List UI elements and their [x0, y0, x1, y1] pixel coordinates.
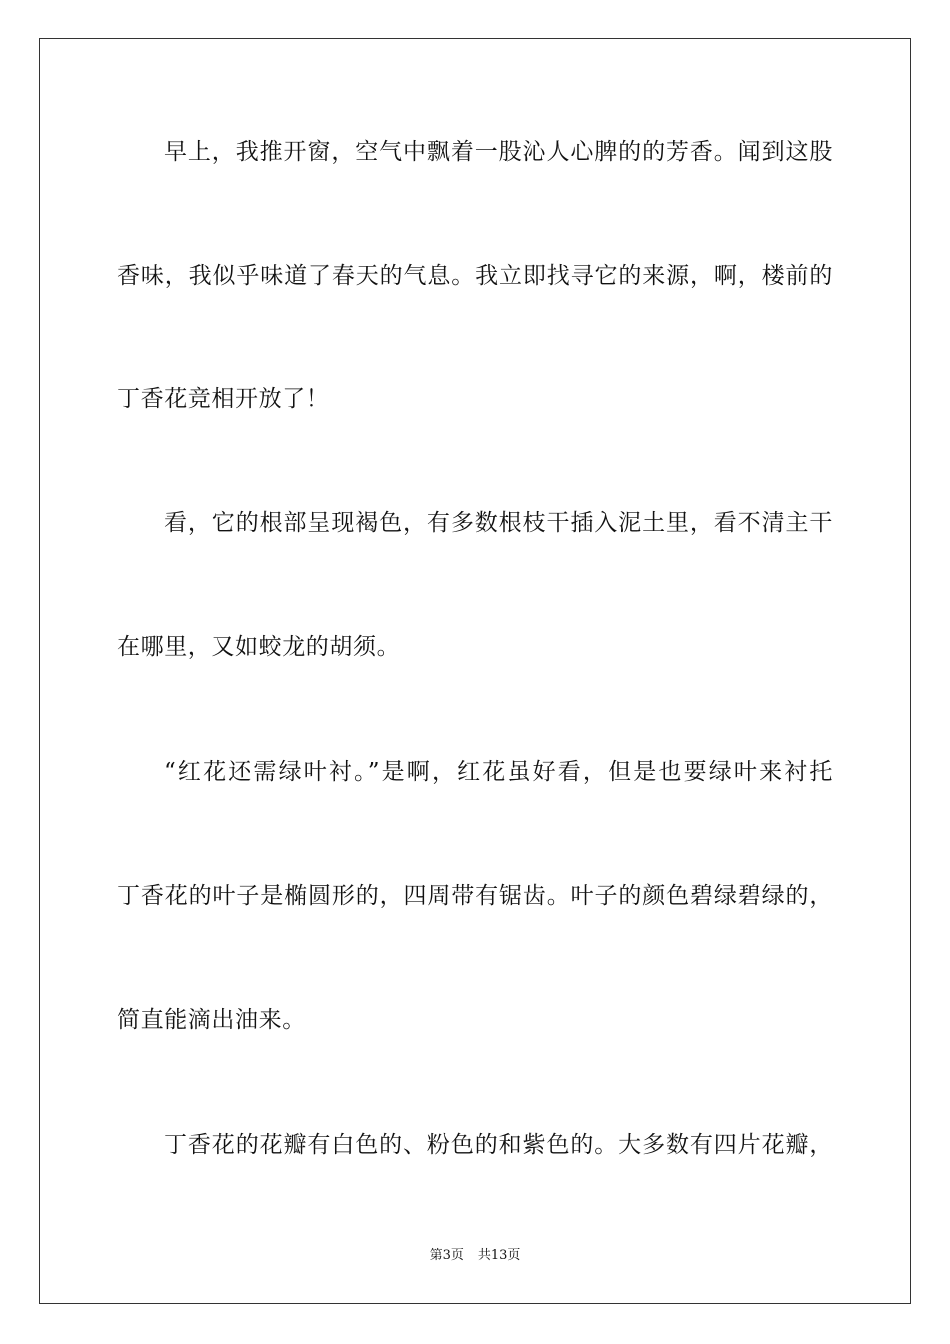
paragraph-1-line-2: 香味，我似乎味道了春天的气息。我立即找寻它的来源，啊，楼前的: [117, 263, 833, 289]
page-frame: [39, 38, 911, 1304]
paragraph-3-line-3: 简直能滴出油来。: [117, 1007, 306, 1033]
paragraph-4-line-1: 丁香花的花瓣有白色的、粉色的和紫色的。大多数有四片花瓣，: [164, 1132, 833, 1158]
paragraph-3-line-2: 丁香花的叶子是椭圆形的，四周带有锯齿。叶子的颜色碧绿碧绿的，: [117, 883, 833, 909]
paragraph-2-line-1: 看，它的根部呈现褐色，有多数根枝干插入泥土里，看不清主干: [164, 510, 833, 536]
paragraph-2-line-2: 在哪里，又如蛟龙的胡须。: [117, 634, 401, 660]
paragraph-3-line-1: “红花还需绿叶衬。”是啊，红花虽好看，但是也要绿叶来衬托: [164, 759, 833, 785]
page-total: 共13页: [477, 1248, 521, 1263]
paragraph-1-line-3: 丁香花竞相开放了！: [117, 386, 330, 412]
page-footer: [0, 1247, 950, 1265]
paragraph-1-line-1: 早上，我推开窗，空气中飘着一股沁人心脾的的芳香。闻到这股: [164, 139, 833, 165]
page-number: 第3页: [429, 1248, 464, 1263]
